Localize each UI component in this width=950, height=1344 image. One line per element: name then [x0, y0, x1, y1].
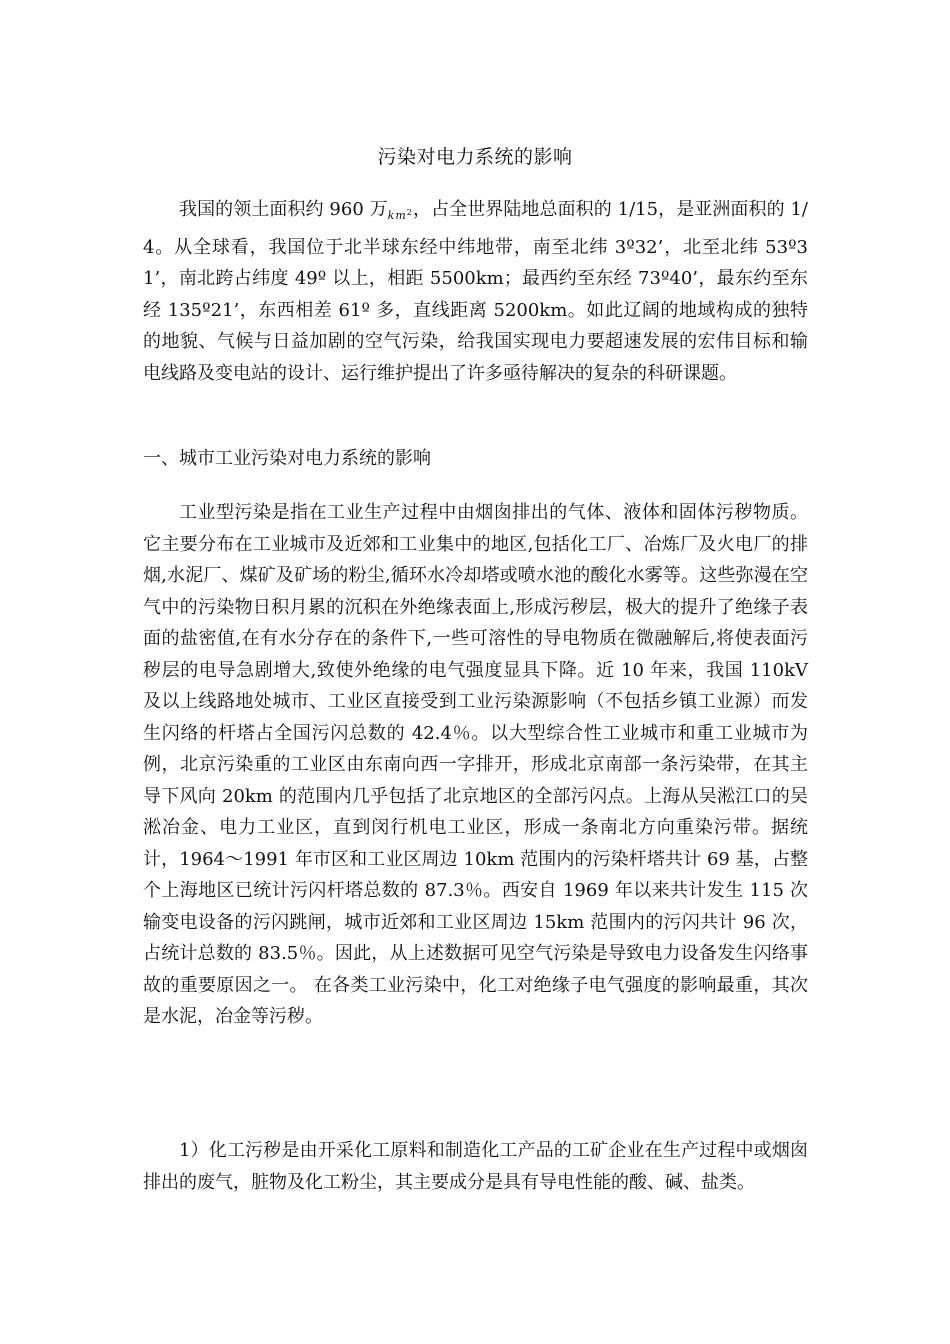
page-title: 污染对电力系统的影响	[377, 146, 573, 168]
section-1-paragraph: 工业型污染是指在工业生产过程中由烟囱排出的气体、液体和固体污秽物质。它主要分布在工业城市及近郊和工业集中的地区,包括化工厂、冶炼厂及火电厂的排烟,水泥厂、煤矿及矿场的粉尘,循环水冷却塔或喷水池的酸化水雾等。这些弥漫在空气中的污染物日积月累的沉积在外绝缘表面上,形成污秽层，极大的提升了绝缘子表面的盐密值,在有水分存在的条件下,一些可溶性的导电物质在微融解后,将使表面污秽层的电导急剧增大,致使外绝缘的电气强度显具下降。近 10 年来，我国 110kV 及以上线路地处城市、工业区直接受到工业污染源影响（不包括乡镇工业源）而发生闪络的杆塔占全国污闪总数的 42.4％。以大型综合性工业城市和重工业城市为例，北京污染重的工业区由东南向西一字排开，形成北京南部一条污染带，在其主导下风向 20km 的范围内几乎包括了北京地区的全部污闪点。上海从吴淞江口的吴淞冶金、电力工业区，直到闵行机电工业区，形成一条南北方向重染污带。据统计，1964～1991 年市区和工业区周边 10km 范围内的污染杆塔共计 69 基，占整个上海地区已统计污闪杆塔总数的 87.3％。西安自 1969 年以来共计发生 115 次输变电设备的污闪跳闸，城市近郊和工业区周边 15km 范围内的污闪共计 96 次，占统计总数的 83.5％。因此，从上述数据可见空气污染是导致电力设备发生闪络事故的重要原因之一。 在各类工业污染中，化工对绝缘子电气强度的影响最重，其次是水泥，冶金等污秽。	[143, 502, 808, 1027]
list-item-1-paragraph: 1）化工污秽是由开采化工原料和制造化工产品的工矿企业在生产过程中或烟囱排出的废气，脏物及化工粉尘，其主要成分是具有导电性能的酸、碱、盐类。	[143, 1140, 808, 1193]
intro-paragraph	[143, 194, 808, 389]
area-unit-power: 2	[406, 208, 413, 217]
intro-text-rest: ，占全世界陆地总面积的 1/15，是亚洲面积的 1/4。从全球看，我国位于北半球东经中纬地带，南至北纬 3º32’，北至北纬 53º31’，南北跨占纬度 49º 以上，相距 5500km；最西约至东经 73º40’，最东约至东经 135º21’，东西相差 61º 多，直线距离 5200km。如此辽阔的地域构成的独特的地貌、气候与日益加剧的空气污染，给我国实现电力要超速发展的宏伟目标和输电线路及变电站的设计、运行维护提出了许多亟待解决的复杂的科研课题。	[143, 199, 808, 384]
section-heading-1: 一、城市工业污染对电力系统的影响	[143, 448, 431, 469]
intro-text-start: 我国的领土面积约 960 万	[179, 199, 388, 220]
area-unit: km2	[387, 208, 413, 222]
